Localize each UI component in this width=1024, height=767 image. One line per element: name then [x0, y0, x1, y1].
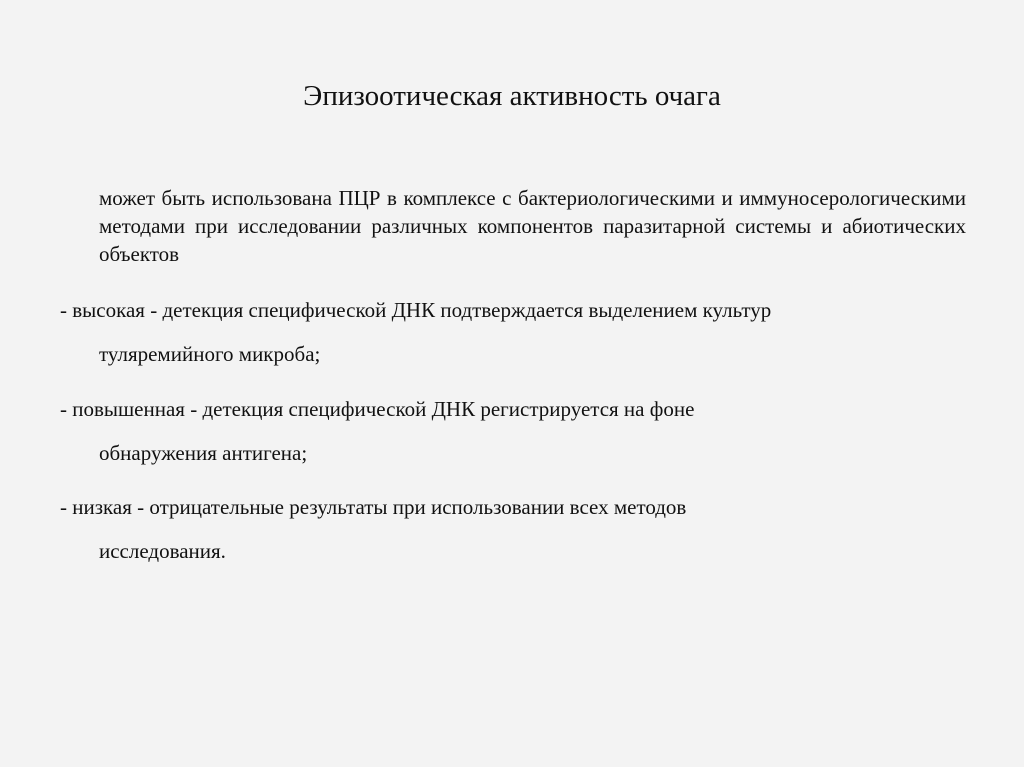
list-item-text: - повышенная - детекция специфической ДНК регистрируется на фоне: [60, 397, 695, 421]
intro-paragraph: может быть использована ПЦР в комплексе с бактериологическими и иммуносерологическими методами при исследовании различных компонентов паразитарной системы и абиотических объектов: [99, 186, 966, 266]
list-item-low: [60, 493, 960, 565]
list-item-continuation: обнаружения антигена;: [99, 441, 308, 465]
list-item-continuation: исследования.: [99, 539, 226, 563]
list-item-high: [60, 296, 960, 368]
list-item-text: - низкая - отрицательные результаты при использовании всех методов: [60, 495, 687, 519]
list-item-continuation: туляремийного микроба;: [99, 342, 321, 366]
list-item-elevated: [60, 395, 960, 467]
list-item-text: - высокая - детекция специфической ДНК подтверждается выделением культур: [60, 298, 772, 322]
slide-title: Эпизоотическая активность очага: [303, 80, 721, 112]
